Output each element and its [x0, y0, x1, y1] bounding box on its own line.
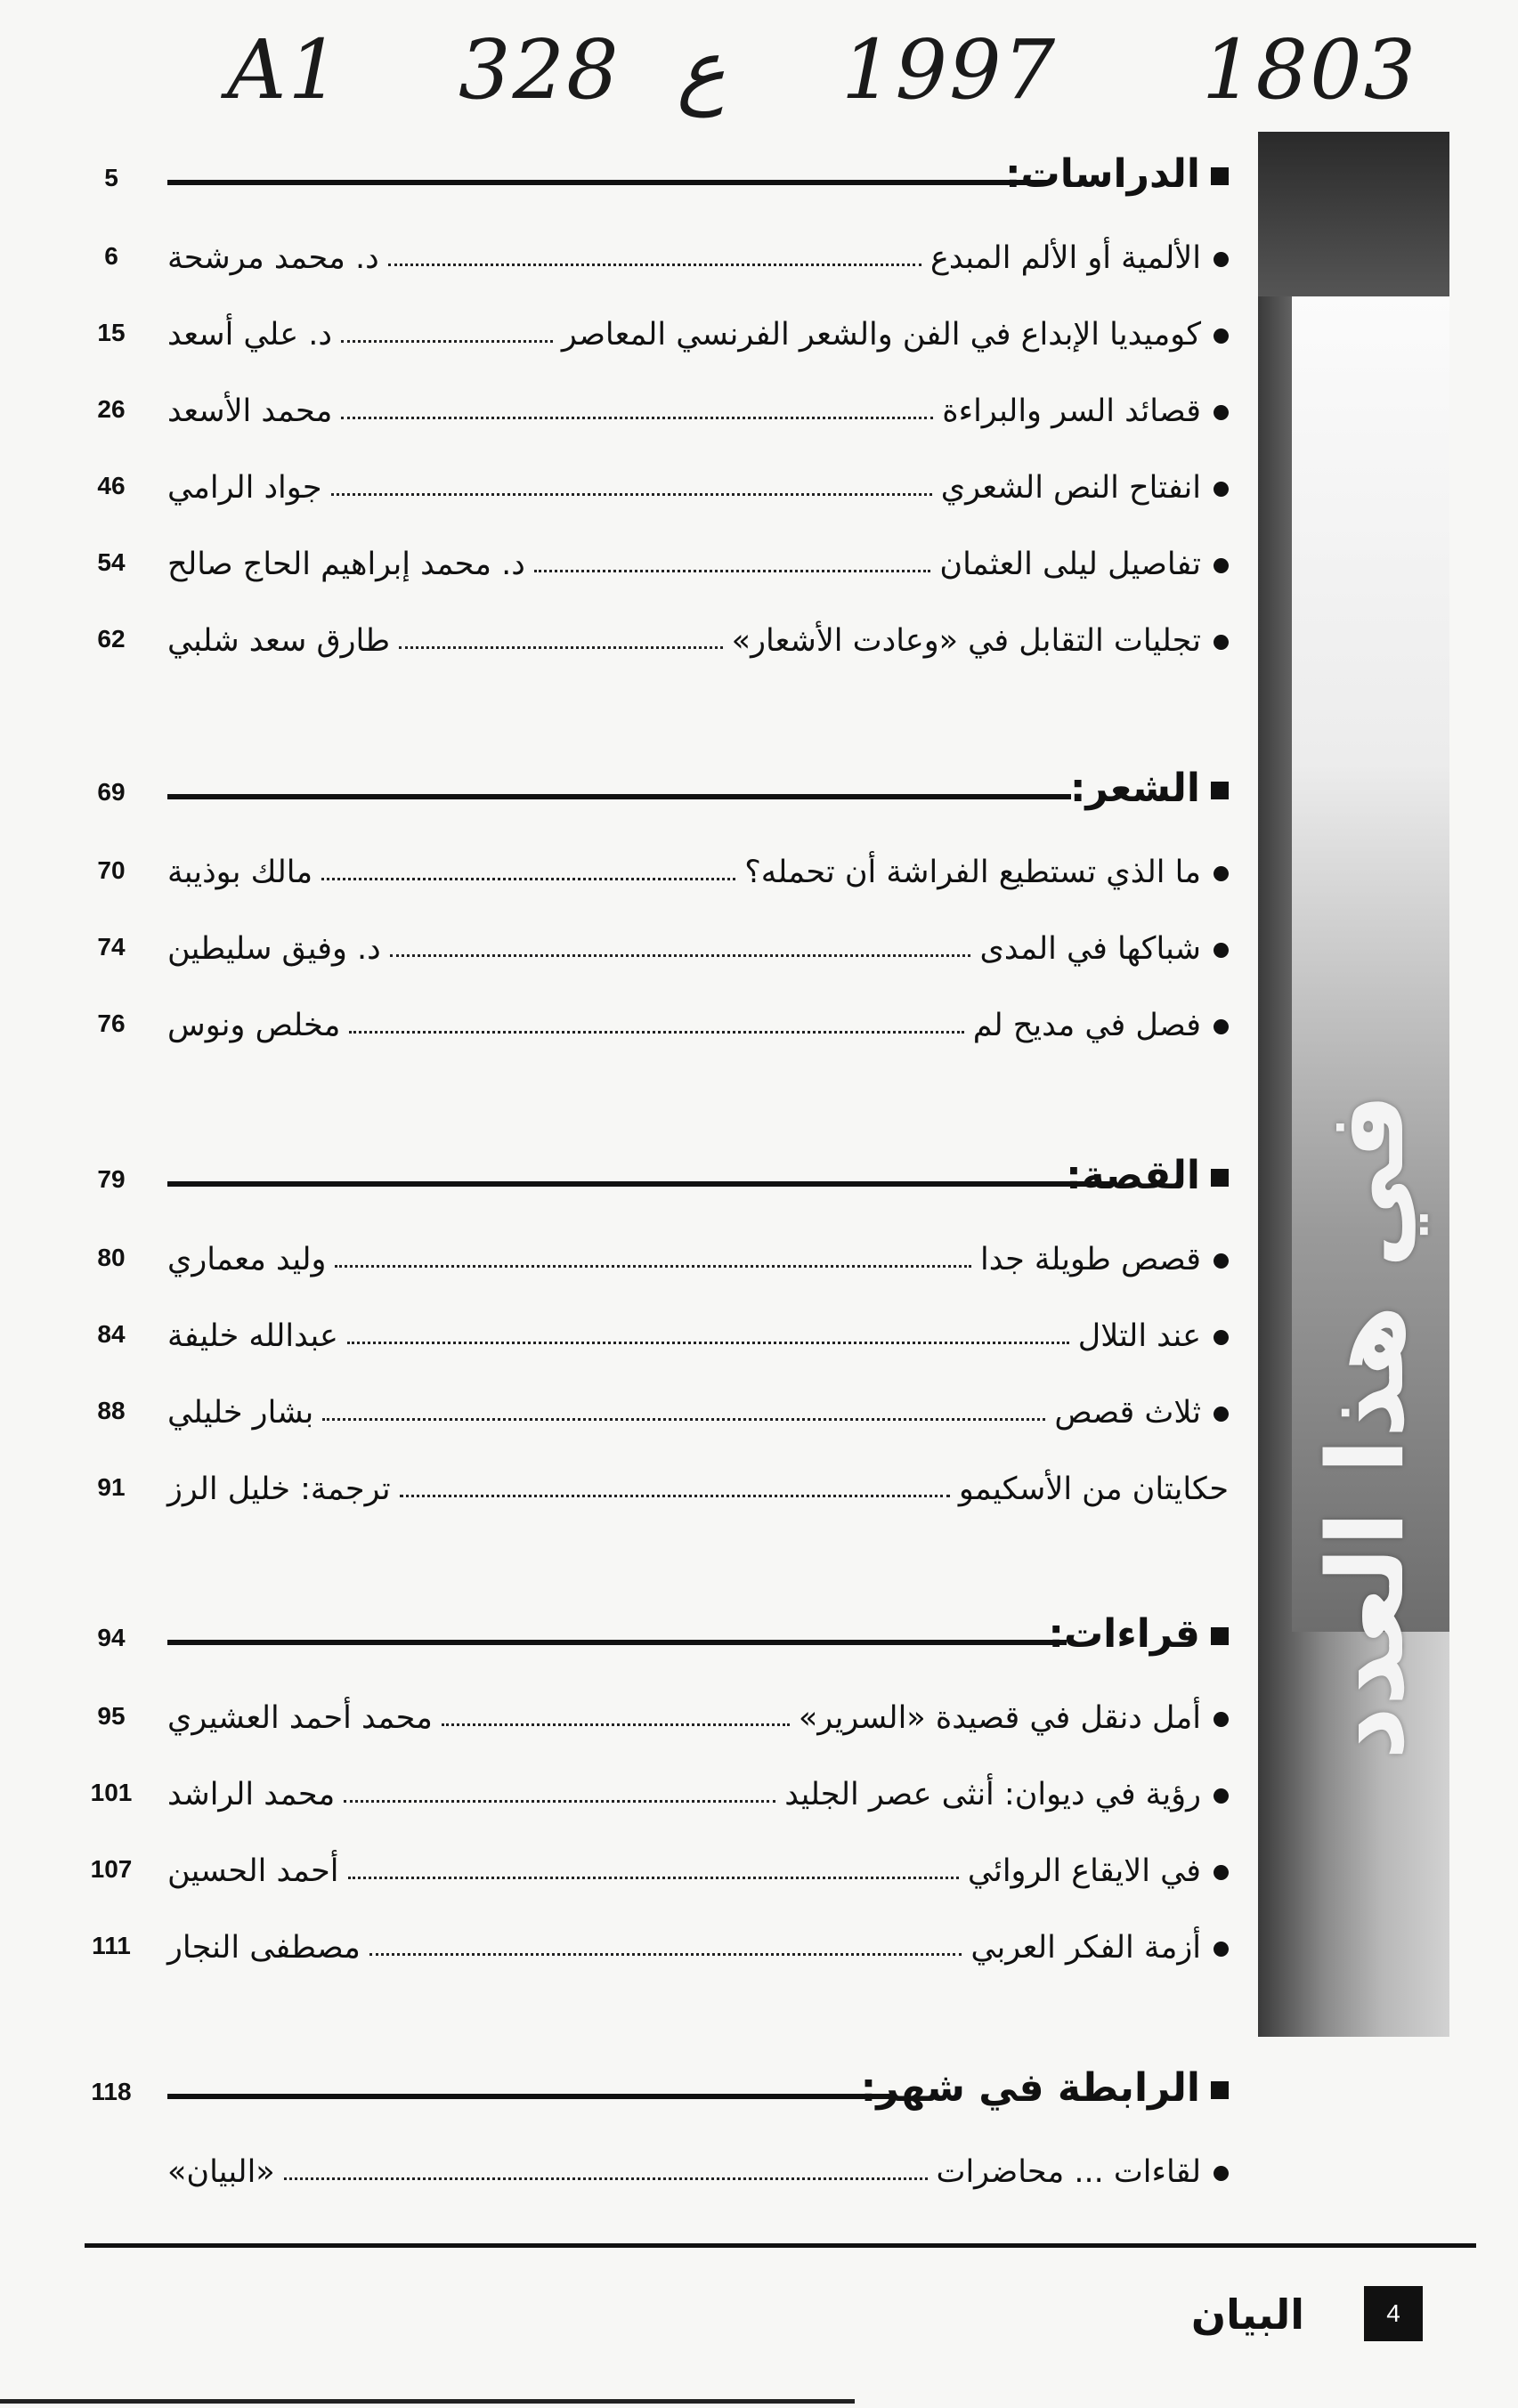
section-title-text: الشعر: [1069, 766, 1200, 811]
entry-page-number: 15 [97, 319, 126, 346]
entry-title [744, 855, 1229, 890]
entry-page-number: 88 [97, 1397, 126, 1424]
magazine-logo: البيان [1190, 2290, 1304, 2339]
round-bullet-icon [1214, 328, 1229, 344]
side-banner [1258, 132, 1449, 2037]
round-bullet-icon [1214, 943, 1229, 958]
section-title [1048, 1611, 1229, 1657]
toc-entry[interactable] [62, 461, 1229, 515]
section-title-text: القصة: [1066, 1153, 1200, 1198]
section-page-number: 69 [97, 778, 126, 806]
entry-title-text: الألمية أو الألم المبدع [930, 240, 1201, 276]
entry-page-number: 46 [97, 472, 126, 499]
round-bullet-icon [1214, 866, 1229, 881]
toc-entry[interactable] [62, 999, 1229, 1052]
leader-dots [534, 570, 931, 572]
entry-title [799, 1700, 1229, 1736]
leader-dots [331, 493, 932, 496]
square-bullet-icon [1211, 782, 1229, 799]
entry-title-text: ثلاث قصص [1054, 1395, 1201, 1431]
toc-entry[interactable] [62, 385, 1229, 438]
entry-author: د. وفيق سليطين [167, 931, 381, 967]
leader-dots [335, 1265, 971, 1268]
section-title-text: الدراسات: [1004, 151, 1200, 197]
entry-page-number: 62 [97, 625, 126, 653]
entry-title-text: تفاصيل ليلى العثمان [939, 547, 1201, 582]
entry-title [937, 2154, 1230, 2190]
entry-title [1078, 1318, 1229, 1354]
round-bullet-icon [1214, 558, 1229, 573]
round-bullet-icon [1214, 405, 1229, 420]
toc-entry[interactable] [62, 231, 1229, 285]
entry-title-text: في الايقاع الروائي [967, 1853, 1201, 1889]
entry-title-text: رؤية في ديوان: أنثى عصر الجليد [784, 1777, 1201, 1812]
entry-page-number: 74 [97, 933, 126, 961]
leader-dots [390, 954, 971, 957]
toc-entry[interactable] [62, 922, 1229, 976]
round-bullet-icon [1214, 1788, 1229, 1804]
entry-title-text: تجليات التقابل في «وعادت الأشعار» [731, 623, 1201, 659]
square-bullet-icon [1211, 1169, 1229, 1187]
toc-entry[interactable] [62, 1845, 1229, 1898]
section-header [62, 1153, 1229, 1215]
entry-title-text: فصل في مديح لم [972, 1008, 1201, 1043]
entry-title-text: كوميديا الإبداع في الفن والشعر الفرنسي المعاصر [561, 317, 1201, 353]
entry-title [968, 1853, 1229, 1889]
entry-title-text: قصص طويلة جدا [980, 1242, 1201, 1277]
banner-title: في هذا العدد [1304, 1093, 1427, 1761]
banner-top-band [1258, 132, 1449, 296]
leader-dots [322, 1418, 1045, 1421]
section-header [62, 1611, 1229, 1674]
entry-title [941, 470, 1229, 506]
section-page-number: 94 [97, 1624, 126, 1651]
handwritten-letter: ع [677, 22, 726, 118]
entry-title-text: قصائد السر والبراءة [942, 393, 1201, 429]
section-rule [167, 794, 1071, 799]
entry-author: مخلص ونوس [167, 1008, 341, 1043]
toc-entry[interactable] [62, 2145, 1229, 2199]
leader-dots [348, 1877, 959, 1879]
toc-entry[interactable] [62, 1386, 1229, 1439]
section-rule [167, 2094, 893, 2099]
entry-page-number: 91 [97, 1473, 126, 1501]
section-title [1070, 766, 1229, 811]
section-page-number: 118 [91, 2078, 132, 2105]
section-page-number: 5 [104, 164, 118, 191]
section-rule [167, 180, 1049, 185]
section-title [861, 2065, 1229, 2111]
square-bullet-icon [1211, 167, 1229, 185]
footer-rule [85, 2243, 1476, 2248]
entry-page-number: 95 [97, 1702, 126, 1730]
section-page-number: 79 [97, 1165, 126, 1193]
entry-title [930, 240, 1229, 276]
toc-entry[interactable] [62, 538, 1229, 591]
leader-dots [321, 878, 735, 880]
entry-page-number: 6 [104, 242, 118, 270]
round-bullet-icon [1214, 1407, 1229, 1422]
entry-title [973, 1008, 1229, 1043]
toc-entry[interactable] [62, 1463, 1229, 1516]
entry-page-number: 70 [97, 856, 126, 884]
toc-entry[interactable] [62, 1768, 1229, 1821]
leader-dots [349, 1031, 963, 1034]
leader-dots [442, 1723, 790, 1726]
entry-title-text: عند التلال [1077, 1318, 1201, 1354]
round-bullet-icon [1214, 1253, 1229, 1269]
section-header [62, 2065, 1229, 2128]
page-number-box: 4 [1364, 2286, 1423, 2341]
entry-title [939, 547, 1229, 582]
entry-title [1054, 1395, 1229, 1431]
section-title [1066, 1153, 1229, 1198]
leader-dots [341, 340, 553, 343]
entry-author: مالك بوذيبة [167, 855, 313, 890]
entry-page-number: 80 [97, 1244, 126, 1271]
round-bullet-icon [1214, 1865, 1229, 1880]
leader-dots [399, 646, 723, 649]
round-bullet-icon [1214, 1019, 1229, 1034]
square-bullet-icon [1211, 1627, 1229, 1645]
entry-page-number: 101 [90, 1779, 133, 1806]
round-bullet-icon [1214, 482, 1229, 497]
entry-author: محمد الراشد [167, 1777, 336, 1812]
round-bullet-icon [1214, 1330, 1229, 1345]
round-bullet-icon [1214, 1712, 1229, 1727]
entry-page-number: 111 [92, 1932, 131, 1959]
entry-title-text: أمل دنقل في قصيدة «السرير» [798, 1700, 1201, 1736]
entry-title-text: أزمة الفكر العربي [970, 1930, 1201, 1966]
toc-entry[interactable] [62, 1691, 1229, 1745]
section-title [1005, 151, 1229, 197]
entry-author: د. علي أسعد [167, 317, 332, 353]
toc-entry[interactable] [62, 308, 1229, 361]
leader-dots [344, 1800, 775, 1803]
entry-author: أحمد الحسين [167, 1853, 339, 1889]
leader-dots [400, 1495, 950, 1497]
leader-dots [284, 2177, 928, 2180]
entry-page-number: 54 [97, 548, 126, 576]
toc-entry[interactable] [62, 1921, 1229, 1974]
entry-title [732, 623, 1229, 659]
handwritten-serial: 1803 [1202, 22, 1418, 118]
toc-entry[interactable] [62, 614, 1229, 668]
entry-author: وليد معماري [167, 1242, 327, 1277]
entry-title [979, 931, 1229, 967]
handwritten-code: A1 [227, 22, 342, 118]
toc-entry[interactable] [62, 1309, 1229, 1363]
handwritten-number: 328 [459, 22, 621, 118]
section-header [62, 151, 1229, 214]
round-bullet-icon [1214, 2166, 1229, 2181]
entry-author: طارق سعد شلبي [167, 623, 391, 659]
section-rule [167, 1181, 1111, 1187]
entry-author: ترجمة: خليل الرز [167, 1472, 391, 1507]
entry-title [784, 1777, 1229, 1812]
toc-entry[interactable] [62, 1233, 1229, 1286]
leader-dots [369, 1953, 962, 1956]
entry-author: جواد الرامي [167, 470, 322, 506]
section-rule [167, 1640, 1067, 1645]
scan-edge-rule [0, 2399, 855, 2404]
entry-author: بشار خليلي [167, 1395, 314, 1431]
entry-title [980, 1242, 1229, 1277]
entry-author: مصطفى النجار [167, 1930, 361, 1966]
entry-page-number: 76 [97, 1009, 126, 1037]
entry-title-text: لقاءات ... محاضرات [936, 2154, 1201, 2190]
entry-title [562, 317, 1229, 353]
entry-title [959, 1472, 1229, 1507]
entry-title-text: حكايتان من الأسكيمو [958, 1472, 1229, 1507]
toc-entry[interactable] [62, 846, 1229, 899]
entry-author: محمد الأسعد [167, 393, 333, 429]
entry-title-text: انفتاح النص الشعري [940, 470, 1201, 506]
entry-author: «البيان» [167, 2154, 275, 2190]
entry-author: عبدالله خليفة [167, 1318, 338, 1354]
section-header [62, 766, 1229, 828]
round-bullet-icon [1214, 635, 1229, 650]
entry-author: د. محمد مرشحة [167, 240, 379, 276]
section-title-text: قراءات: [1048, 1611, 1200, 1657]
entry-page-number: 84 [97, 1320, 126, 1348]
round-bullet-icon [1214, 1942, 1229, 1957]
entry-author: د. محمد إبراهيم الحاج صالح [167, 547, 525, 582]
entry-title [970, 1930, 1229, 1966]
leader-dots [347, 1342, 1069, 1344]
entry-title-text: شباكها في المدى [979, 931, 1201, 967]
leader-dots [388, 264, 921, 266]
entry-page-number: 107 [90, 1855, 133, 1883]
leader-dots [341, 417, 933, 419]
entry-page-number: 26 [97, 395, 126, 423]
entry-title-text: ما الذي تستطيع الفراشة أن تحمله؟ [744, 855, 1201, 890]
handwritten-year: 1997 [841, 22, 1058, 118]
round-bullet-icon [1214, 252, 1229, 267]
entry-author: محمد أحمد العشيري [167, 1700, 433, 1736]
entry-title [942, 393, 1229, 429]
section-title-text: الرابطة في شهر: [860, 2065, 1200, 2111]
square-bullet-icon [1211, 2081, 1229, 2099]
